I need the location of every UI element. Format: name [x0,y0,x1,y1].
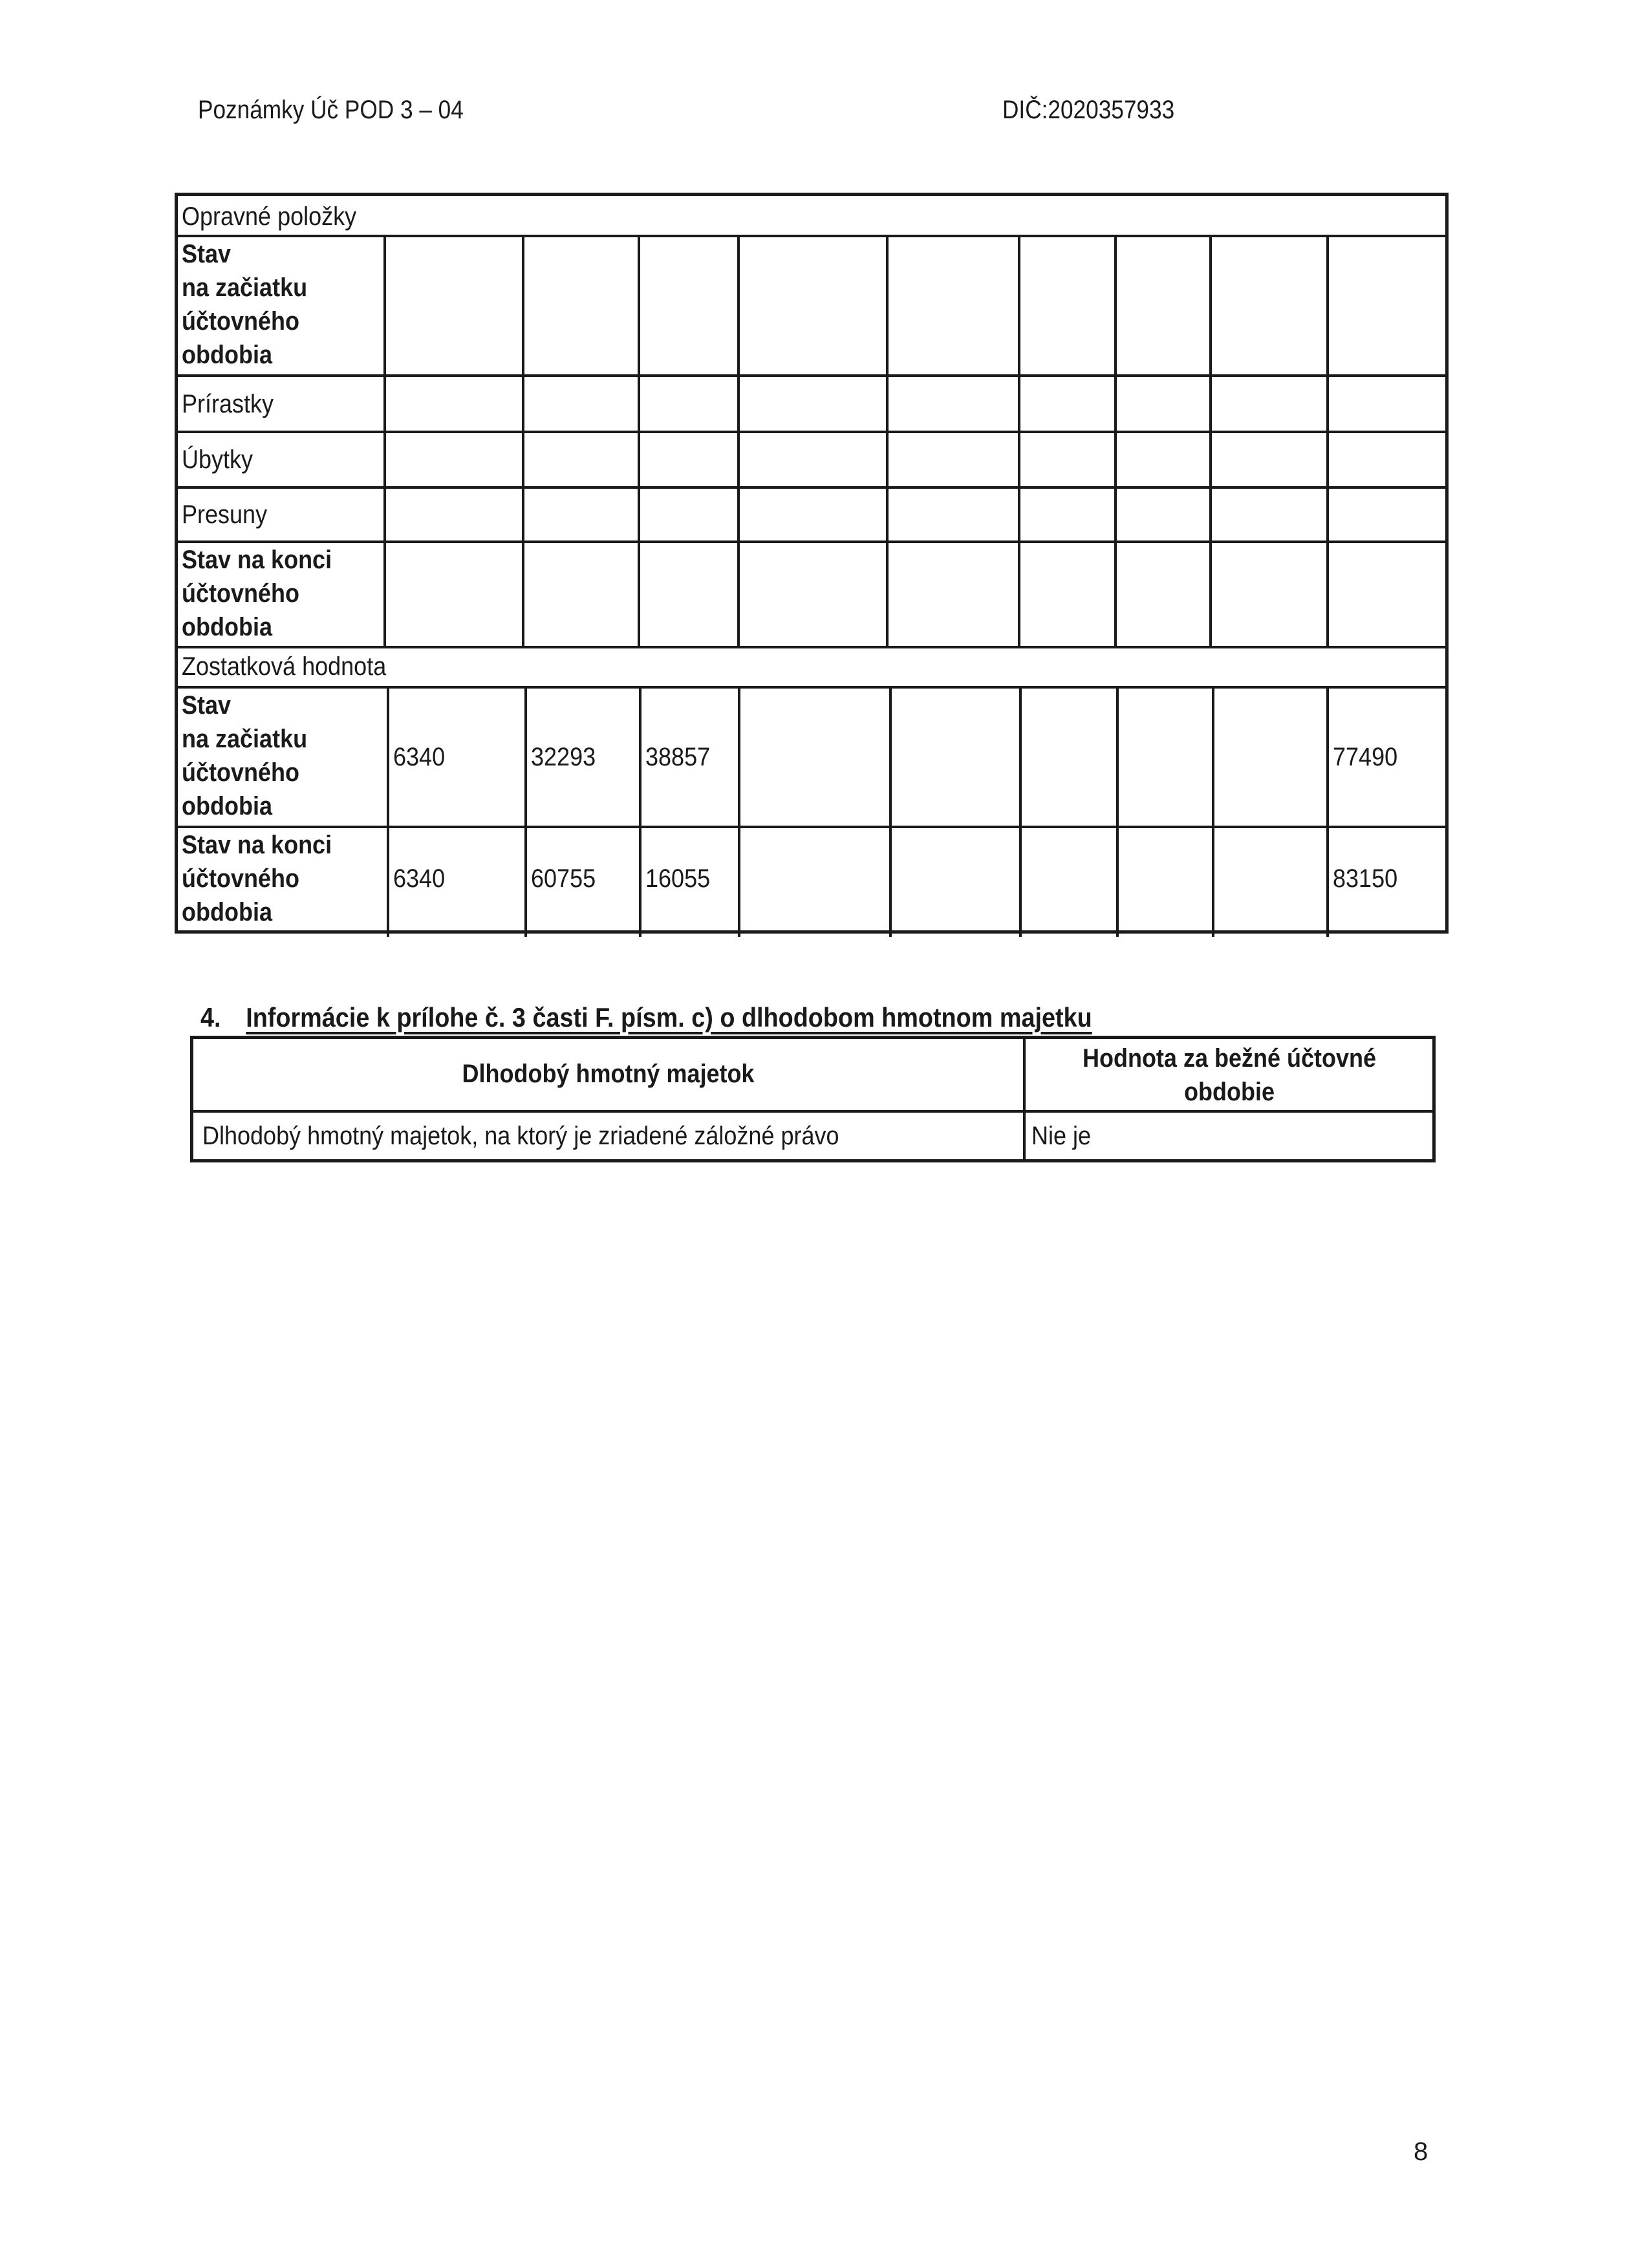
section-4-heading [200,1002,1092,1033]
header-right: DIČ:2020357933 [1002,96,1175,124]
grid-line [1326,235,1329,646]
grid-line [178,374,1445,377]
value-cell: 77490 [1333,743,1398,771]
col1-header: Dlhodobý hmotný majetok [462,1060,755,1088]
grid-line [886,235,889,646]
grid-line [1326,686,1329,937]
grid-line [639,686,641,937]
header-left: Poznámky Úč POD 3 – 04 [198,96,464,124]
grid-line [1209,235,1212,646]
grid-line [178,826,1445,828]
value-cell: 6340 [393,864,446,893]
pledge-table [190,1036,1436,1162]
row-label-presuny: Presuny [182,500,268,529]
grid-line [889,686,892,937]
grid-line [738,686,740,937]
grid-line [1018,235,1020,646]
grid-line [178,646,1445,648]
value-cell: 16055 [645,864,711,893]
grid-line [178,235,1445,237]
col2-header: Hodnota za bežné účtovné obdobie [1082,1044,1377,1106]
grid-line [178,431,1445,433]
grid-line [178,686,1445,689]
grid-line [522,235,524,646]
pledge-row-value: Nie je [1031,1122,1092,1150]
grid-line [1114,235,1117,646]
value-cell: 32293 [531,743,596,771]
grid-line [638,235,640,646]
section-4-title: Informácie k prílohe č. 3 časti F. písm. c) o dlhodobom hmotnom majetku [246,1002,1092,1032]
grid-line [1019,686,1022,937]
pledge-row-label: Dlhodobý hmotný majetok, na ktorý je zriadené záložné právo [202,1122,839,1150]
section-4-number: 4. [200,1002,221,1032]
grid-line [178,486,1445,489]
grid-line [387,686,389,937]
row-label-zostatok-zaciatok: Stav na začiatku účtovného obdobia [182,691,308,820]
grid-line [1212,686,1214,937]
asset-grid-table [175,193,1449,934]
value-cell: 6340 [393,743,446,771]
row-label-stav-zaciatok: Stav na začiatku účtovného obdobia [182,240,308,369]
table-line [1023,1039,1026,1159]
value-cell: 83150 [1333,864,1398,893]
row-label-zostatok-konci: Stav na konci účtovného obdobia [182,831,332,926]
value-cell: 38857 [645,743,711,771]
grid-line [1116,686,1119,937]
grid-line [178,540,1445,543]
value-cell: 60755 [531,864,596,893]
row-label-prirastky: Prírastky [182,390,274,418]
section-title-zostatkova: Zostatková hodnota [182,652,387,681]
grid-line [383,235,386,646]
section-title-opravne: Opravné položky [182,202,357,231]
row-label-stav-konci: Stav na konci účtovného obdobia [182,546,332,641]
page-number: 8 [1414,2137,1428,2166]
grid-line [737,235,740,646]
grid-line [524,686,527,937]
table-line [193,1110,1432,1113]
row-label-ubytky: Úbytky [182,445,253,474]
